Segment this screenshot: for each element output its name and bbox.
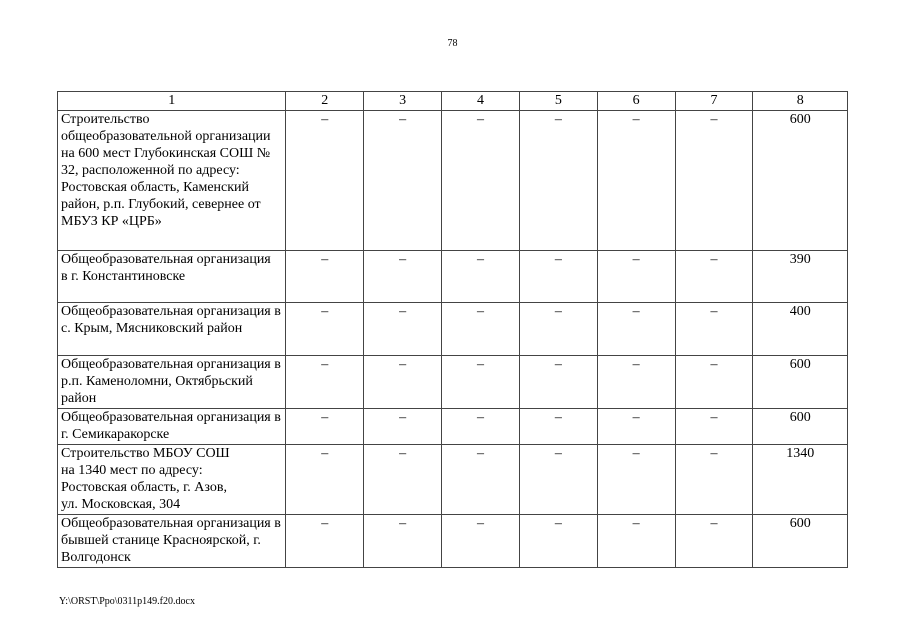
page-number: 78	[447, 38, 458, 49]
value-cell: –	[675, 515, 753, 568]
column-header-1: 1	[58, 92, 286, 111]
table-row	[58, 111, 848, 251]
value-cell: –	[442, 251, 520, 303]
row-name-cell: Общеобразовательная организация в г. Константиновске	[58, 251, 286, 303]
value-cell: –	[597, 111, 675, 251]
value-cell: –	[519, 445, 597, 515]
header-row	[58, 92, 848, 111]
value-cell: –	[519, 251, 597, 303]
table-row	[58, 445, 848, 515]
value-cell: –	[519, 409, 597, 445]
value-cell: –	[597, 251, 675, 303]
table-row	[58, 409, 848, 445]
value-cell: –	[597, 409, 675, 445]
value-cell: –	[286, 356, 364, 409]
value-cell: –	[364, 356, 442, 409]
value-cell: –	[364, 515, 442, 568]
value-cell: –	[675, 111, 753, 251]
table-row	[58, 251, 848, 303]
total-cell: 600	[753, 409, 848, 445]
value-cell: –	[675, 356, 753, 409]
value-cell: –	[442, 515, 520, 568]
column-header-5: 5	[519, 92, 597, 111]
value-cell: –	[364, 303, 442, 356]
value-cell: –	[364, 445, 442, 515]
value-cell: –	[597, 303, 675, 356]
value-cell: –	[519, 356, 597, 409]
value-cell: –	[675, 445, 753, 515]
table-row	[58, 515, 848, 568]
value-cell: –	[442, 111, 520, 251]
value-cell: –	[519, 111, 597, 251]
value-cell: –	[597, 515, 675, 568]
value-cell: –	[286, 111, 364, 251]
value-cell: –	[519, 303, 597, 356]
value-cell: –	[519, 515, 597, 568]
value-cell: –	[364, 409, 442, 445]
column-header-3: 3	[364, 92, 442, 111]
total-cell: 1340	[753, 445, 848, 515]
row-name-cell: Общеобразовательная организация в г. Семикаракорске	[58, 409, 286, 445]
row-name-cell: Строительство МБОУ СОШ на 1340 мест по адресу: Ростовская область, г. Азов, ул. Московская, 304	[58, 445, 286, 515]
value-cell: –	[286, 409, 364, 445]
data-table	[57, 91, 848, 568]
row-name-cell: Общеобразовательная организация в р.п. Каменоломни, Октябрьский район	[58, 356, 286, 409]
row-name-cell: Общеобразовательная организация в с. Крым, Мясниковский район	[58, 303, 286, 356]
total-cell: 390	[753, 251, 848, 303]
value-cell: –	[442, 356, 520, 409]
value-cell: –	[286, 303, 364, 356]
value-cell: –	[675, 409, 753, 445]
column-header-4: 4	[442, 92, 520, 111]
value-cell: –	[286, 445, 364, 515]
column-header-2: 2	[286, 92, 364, 111]
file-path-footer: Y:\ORST\Ppo\0311p149.f20.docx	[59, 596, 195, 607]
table-row	[58, 356, 848, 409]
total-cell: 600	[753, 111, 848, 251]
value-cell: –	[675, 251, 753, 303]
value-cell: –	[597, 356, 675, 409]
total-cell: 400	[753, 303, 848, 356]
value-cell: –	[286, 251, 364, 303]
column-header-7: 7	[675, 92, 753, 111]
value-cell: –	[442, 303, 520, 356]
value-cell: –	[286, 515, 364, 568]
total-cell: 600	[753, 515, 848, 568]
value-cell: –	[442, 445, 520, 515]
value-cell: –	[364, 111, 442, 251]
value-cell: –	[442, 409, 520, 445]
column-header-6: 6	[597, 92, 675, 111]
row-name-cell: Общеобразовательная организация в бывшей станице Красноярской, г. Волгодонск	[58, 515, 286, 568]
value-cell: –	[597, 445, 675, 515]
total-cell: 600	[753, 356, 848, 409]
row-name-cell: Строительство общеобразовательной организации на 600 мест Глубокинская СОШ № 32, расположенной по адресу: Ростовская область, Каменский район, р.п. Глубокий, севернее от МБУЗ КР «ЦРБ»	[58, 111, 286, 251]
value-cell: –	[675, 303, 753, 356]
value-cell: –	[364, 251, 442, 303]
column-header-8: 8	[753, 92, 848, 111]
table-row	[58, 303, 848, 356]
